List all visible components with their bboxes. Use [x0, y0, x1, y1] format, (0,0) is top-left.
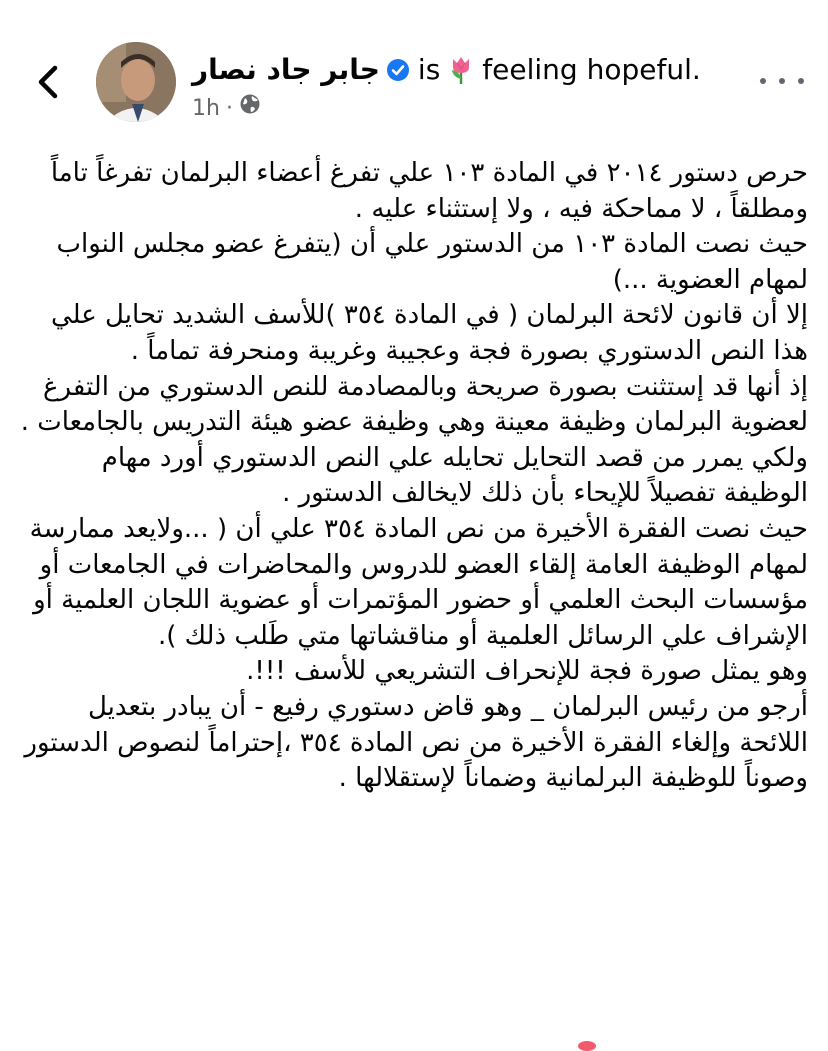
more-dot	[760, 78, 766, 84]
post-paragraph: إلا أن قانون لائحة البرلمان ( في المادة ٣٥٤ )للأسف الشديد تحايل علي هذا النص الدستوري بصورة فجة وعجيبة وغريبة ومنحرفة تماماً .	[50, 300, 808, 366]
tulip-emoji-icon	[448, 55, 474, 85]
post-paragraph: أرجو من رئيس البرلمان _ وهو قاض دستوري رفيع - أن يبادر بتعديل اللائحة وإلغاء الفقرة الأخيرة من نص المادة ٣٥٤ ،إحتراماً لنصوص الدستور وصوناً للوظيفة البرلمانية وضماناً لإستقلالها .	[24, 691, 808, 794]
post-paragraph: ولكي يمرر من قصد التحايل تحايله علي النص الدستوري أورد مهام الوظيفة تفصيلاً للإيحاء بأن ذلك لايخالف الدستور .	[101, 442, 808, 509]
post-header-line	[192, 50, 752, 90]
globe-icon[interactable]	[239, 92, 261, 126]
post-paragraph: وهو يمثل صورة فجة للإنحراف التشريعي للأسف !!!.	[246, 656, 808, 687]
post-paragraph: إذ أنها قد إستثنت بصورة صريحة وبالمصادمة للنص الدستوري من التفرغ لعضوية البرلمان وظيفة معينة وهي وظيفة عضو هيئة التدريس بالجامعات .	[20, 371, 808, 438]
meta-separator: ·	[225, 96, 233, 121]
post-timestamp[interactable]: 1h	[192, 96, 220, 121]
more-dot	[779, 78, 785, 84]
verified-badge-icon	[386, 58, 410, 82]
post-paragraph: حيث نصت المادة ١٠٣ من الدستور علي أن (يتفرغ عضو مجلس النواب لمهام العضوية ...)	[56, 229, 808, 295]
chevron-left-icon	[35, 65, 61, 99]
post-paragraph: حرص دستور ٢٠١٤ في المادة ١٠٣ علي تفرغ أعضاء البرلمان تفرغاً تاماً ومطلقاً ، لا مماحكة فيه ، ولا إستثناء عليه .	[50, 158, 808, 224]
post-paragraph: حيث نصت الفقرة الأخيرة من نص المادة ٣٥٤ علي أن ( ...ولايعد ممارسة لمهام الوظيفة العامة إلقاء العضو للدروس والمحاضرات في الجامعات أو مؤسسات البحث العلمي أو حضور المؤتمرات أو عضوية اللجان العلمية أو الإشراف علي الرسائل العلمية أو مناقشاتها متي طَلب ذلك ).	[29, 513, 808, 651]
author-name[interactable]: جابر جاد نصار	[192, 53, 380, 86]
avatar[interactable]	[96, 42, 176, 122]
more-dot	[798, 78, 804, 84]
reaction-icon[interactable]	[578, 1041, 596, 1051]
feeling-text[interactable]: feeling hopeful.	[482, 53, 701, 86]
back-button[interactable]	[28, 62, 68, 102]
post-body	[20, 156, 808, 797]
avatar-photo	[96, 42, 176, 122]
status-verb: is	[417, 53, 441, 86]
post-meta	[192, 92, 261, 126]
more-options-button[interactable]	[760, 70, 804, 92]
